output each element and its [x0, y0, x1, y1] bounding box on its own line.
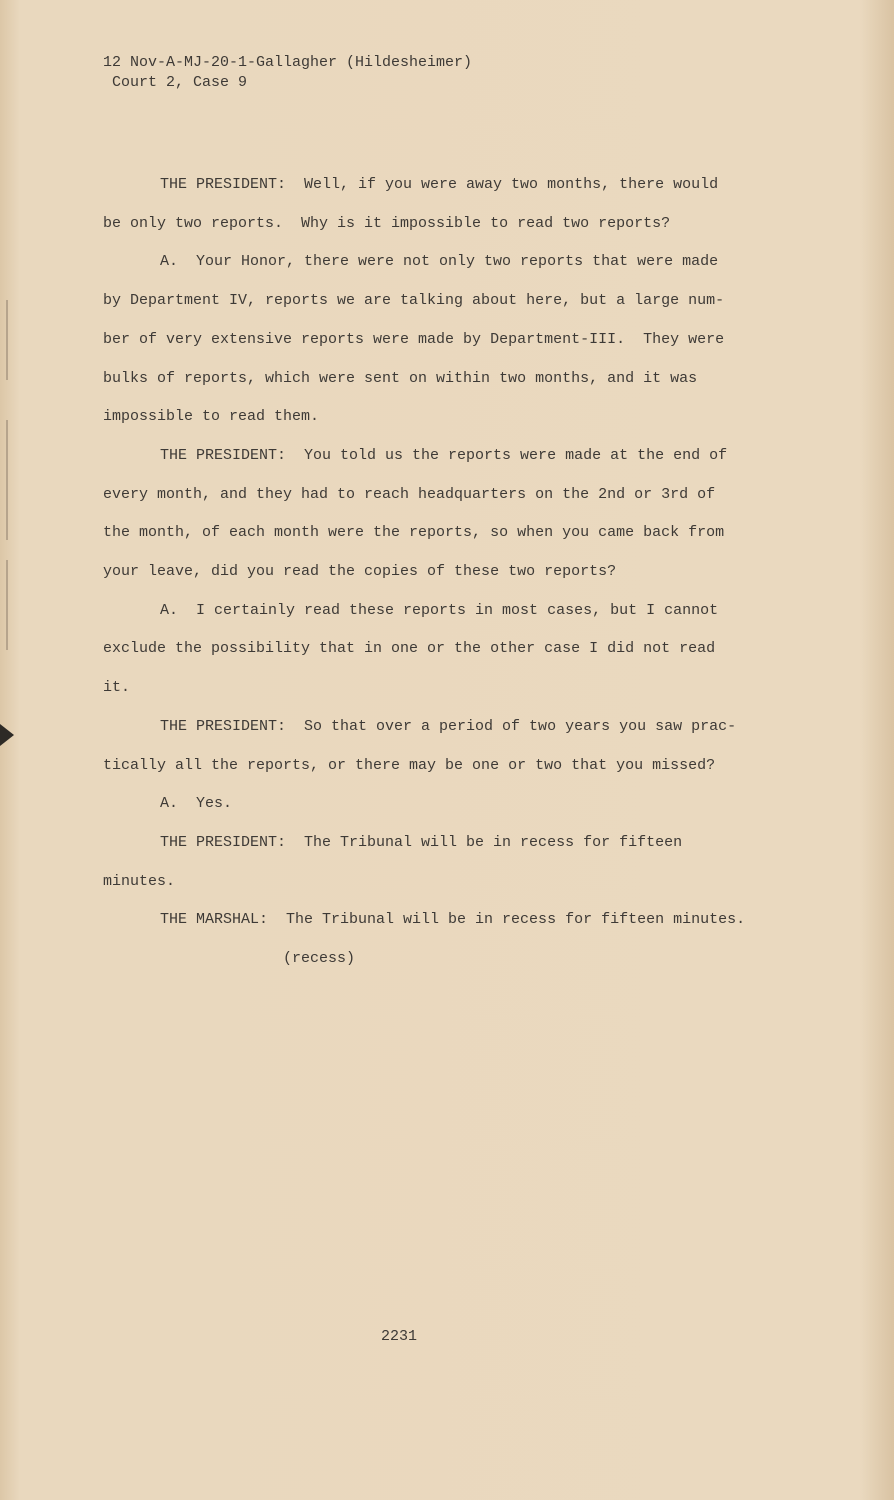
transcript-line: THE PRESIDENT: The Tribunal will be in recess for fifteen [160, 833, 683, 851]
transcript-line: A. Yes. [160, 795, 233, 813]
transcript-line: THE PRESIDENT: Well, if you were away two months, there would [160, 176, 719, 193]
transcript-line: minutes. [103, 872, 176, 890]
transcript-line: ber of very extensive reports were made by Department-III. They were [103, 330, 725, 348]
transcript-line: the month, of each month were the reports, so when you came back from [103, 524, 725, 542]
paper-edge-mark [6, 420, 8, 540]
header-court-case: Court 2, Case 9 [112, 74, 248, 91]
document-header [103, 53, 472, 93]
transcript-line: it. [103, 679, 131, 697]
transcript-line: exclude the possibility that in one or the other case I did not read [103, 640, 716, 658]
transcript-line: THE MARSHAL: The Tribunal will be in recess for fifteen minutes. [160, 911, 746, 929]
page-number: 2231 [381, 1328, 418, 1345]
transcript-body [103, 166, 783, 979]
header-reference: 12 Nov-A-MJ-20-1-Gallagher (Hildesheimer) [103, 54, 473, 71]
transcript-line: be only two reports. Why is it impossible to read two reports? [103, 214, 671, 232]
transcript-line: tically all the reports, or there may be one or two that you missed? [103, 756, 716, 774]
transcript-line: A. Your Honor, there were not only two reports that were made [160, 253, 719, 271]
transcript-line: bulks of reports, which were sent on within two months, and it was [103, 369, 698, 387]
transcript-line: THE PRESIDENT: You told us the reports were made at the end of [160, 446, 728, 464]
transcript-line: every month, and they had to reach headquarters on the 2nd or 3rd of [103, 485, 716, 503]
transcript-line: impossible to read them. [103, 408, 320, 426]
transcript-line: by Department IV, reports we are talking about here, but a large num- [103, 292, 725, 310]
transcript-line: THE PRESIDENT: So that over a period of two years you saw prac- [160, 717, 737, 735]
transcript-line: your leave, did you read the copies of these two reports? [103, 563, 617, 581]
binding-hole-mark [0, 724, 14, 746]
paper-edge-mark [6, 300, 8, 380]
transcript-line: (recess) [283, 950, 356, 968]
paper-edge-mark [6, 560, 8, 650]
transcript-line: A. I certainly read these reports in most cases, but I cannot [160, 601, 719, 619]
